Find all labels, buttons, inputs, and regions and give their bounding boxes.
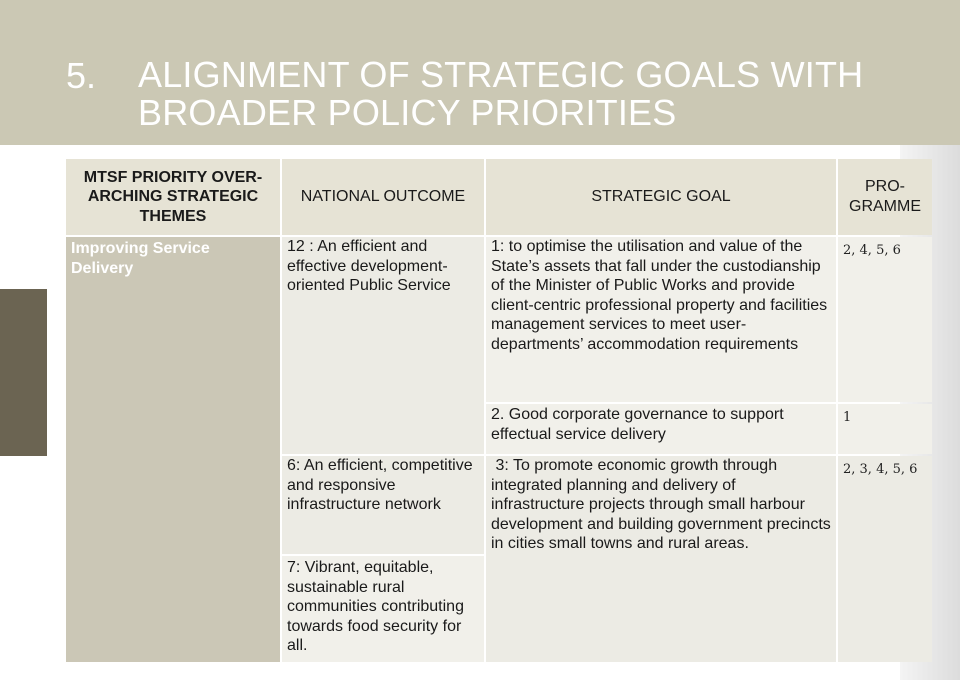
title-band [0, 0, 960, 145]
programme-goal-3-cell: 2, 3, 4, 5, 6 [838, 456, 932, 662]
theme-cell: Improving Service Delivery [66, 237, 280, 662]
outcome-12-cell: 12 : An efficient and effective development-oriented Public Service [282, 237, 484, 454]
left-accent-block [0, 289, 47, 456]
goal-3-cell: 3: To promote economic growth through integrated planning and delivery of infrastructure projects through small harbour development and building government precincts in cities small towns and rural areas. [486, 456, 836, 662]
header-strategic-goal: STRATEGIC GOAL [486, 159, 836, 235]
goal-2-cell: 2. Good corporate governance to support effectual service delivery [486, 404, 836, 454]
programme-goal-2-cell: 1 [838, 404, 932, 454]
slide-title [138, 56, 953, 132]
outcome-6-cell: 6: An efficient, competitive and responsive infrastructure network [282, 456, 484, 554]
slide-number: 5. [66, 55, 97, 96]
programme-goal-1-cell: 2, 4, 5, 6 [838, 237, 932, 402]
header-programme: PRO-GRAMME [838, 159, 932, 235]
slide-title-line-1: ALIGNMENT OF STRATEGIC GOALS WITH [138, 54, 864, 95]
slide-title-line-2: BROADER POLICY PRIORITIES [138, 92, 677, 133]
header-mtsf: MTSF PRIORITY OVER-ARCHING STRATEGIC THEMES [66, 159, 280, 235]
outcome-7-cell: 7: Vibrant, equitable, sustainable rural communities contributing towards food security for all. [282, 556, 484, 662]
goal-1-cell: 1: to optimise the utilisation and value of the State’s assets that fall under the custodianship of the Minister of Public Works and provide client-centric professional property and facilities management services to meet user-departments’ accommodation requirements [486, 237, 836, 402]
header-national-outcome: NATIONAL OUTCOME [282, 159, 484, 235]
